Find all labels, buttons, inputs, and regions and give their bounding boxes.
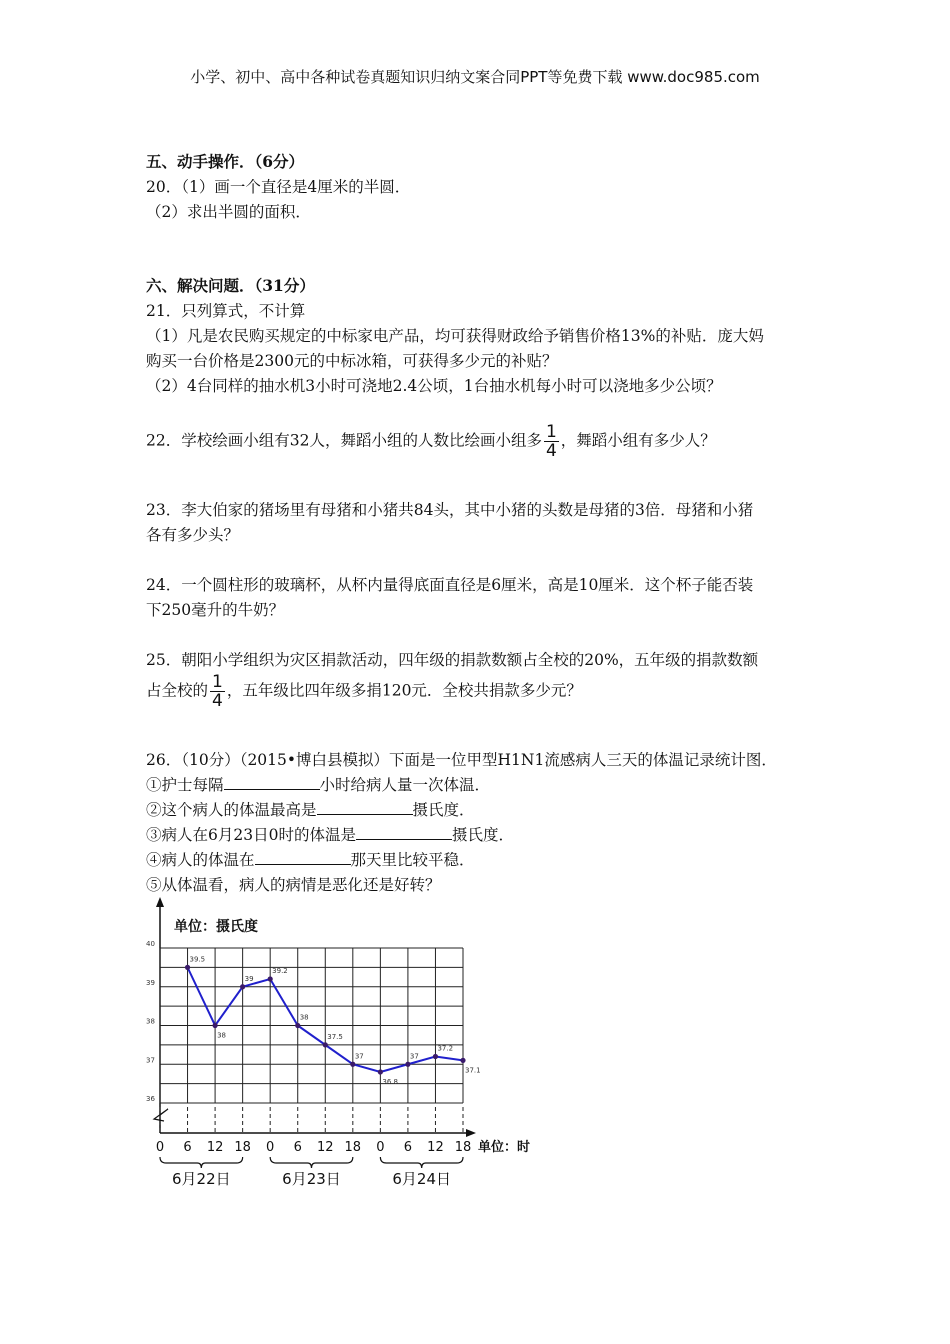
answer-blank[interactable] xyxy=(317,800,413,815)
section-6-title: 六、解决问题．（31分） xyxy=(146,276,315,295)
y-tick-label: 37 xyxy=(146,1056,155,1065)
data-label: 39 xyxy=(244,974,254,983)
y-axis-arrow xyxy=(156,897,164,907)
q24-line2: 下250毫升的牛奶？ xyxy=(146,601,285,619)
q25-line2 xyxy=(146,673,582,710)
q26-item2-a: ②这个病人的体温最高是 xyxy=(146,801,317,819)
q26-item1-a: ①护士每隔 xyxy=(146,776,224,794)
q23-line1: 23．李大伯家的猪场里有母猪和小猪共84头，其中小猪的头数是母猪的3倍．母猪和小猪 xyxy=(146,501,754,519)
q26-item4-a: ④病人的体温在 xyxy=(146,851,255,869)
q26-item2 xyxy=(146,798,475,820)
q23-line2: 各有多少头？ xyxy=(146,526,240,544)
q22-text-b: ，舞蹈小组有多少人？ xyxy=(560,431,716,450)
q26-item1 xyxy=(146,773,490,795)
q26-item3-a: ③病人在6月23日0时的体温是 xyxy=(146,826,356,844)
data-label: 38 xyxy=(299,1013,309,1022)
x-tick-label: 6 xyxy=(403,1140,413,1155)
q26-item2-b: 摄氏度． xyxy=(412,801,475,819)
day-brace xyxy=(380,1157,463,1168)
data-point xyxy=(323,1042,328,1047)
data-label: 38 xyxy=(217,1031,227,1040)
x-tick-label: 0 xyxy=(155,1140,165,1155)
day-label: 6月23日 xyxy=(282,1170,341,1188)
answer-blank[interactable] xyxy=(224,775,320,790)
temperature-line-chart xyxy=(140,893,560,1193)
q24-line1: 24．一个圆柱形的玻璃杯，从杯内量得底面直径是6厘米，高是10厘米．这个杯子能否装 xyxy=(146,576,754,594)
fraction-one-quarter xyxy=(544,423,559,460)
x-unit-label: 单位：时 xyxy=(478,1140,531,1155)
x-tick-label: 0 xyxy=(376,1140,385,1155)
q21-part2: （2）4台同样的抽水机3小时可浇地2.4公顷，1台抽水机每小时可以浇地多少公顷？ xyxy=(146,377,722,395)
data-point xyxy=(350,1062,355,1067)
q22 xyxy=(146,423,716,460)
x-tick-label: 12 xyxy=(316,1140,334,1155)
data-point xyxy=(212,1023,217,1028)
chart-unit-label: 单位：摄氏度 xyxy=(174,919,258,935)
q26-title: 26．（10分）（2015•博白县模拟）下面是一位甲型H1N1流感病人三天的体温记录统计图． xyxy=(146,751,777,769)
q25-text-a: 占全校的 xyxy=(146,681,209,700)
x-tick-label: 6 xyxy=(293,1140,302,1155)
x-tick-label: 0 xyxy=(266,1140,275,1155)
y-tick-label: 38 xyxy=(146,1017,155,1026)
data-label: 37.2 xyxy=(437,1044,454,1053)
x-tick-label: 12 xyxy=(427,1140,444,1155)
data-point xyxy=(460,1058,465,1063)
data-label: 37.5 xyxy=(327,1032,343,1041)
page-header: 小学、初中、高中各种试卷真题知识归纳文案合同PPT等免费下载 www.doc985.com xyxy=(190,68,760,86)
data-point xyxy=(185,965,190,970)
frac-den: 4 xyxy=(545,441,557,461)
data-point xyxy=(378,1069,383,1074)
q26-item4 xyxy=(146,848,475,870)
q25-line1: 25．朝阳小学组织为灾区捐款活动，四年级的捐款数额占全校的20%，五年级的捐款数额 xyxy=(146,651,759,669)
data-point xyxy=(405,1062,410,1067)
x-axis-arrow xyxy=(466,1129,476,1137)
y-tick-label: 36 xyxy=(146,1095,155,1103)
q21-part1-line1: （1）凡是农民购买规定的中标家电产品，均可获得财政给予销售价格13%的补贴．庞大妈 xyxy=(146,327,764,345)
y-tick-label: 39 xyxy=(146,978,155,987)
q22-text-a: 22．学校绘画小组有32人，舞蹈小组的人数比绘画小组多 xyxy=(146,431,542,450)
q20-part1: 20．（1）画一个直径是4厘米的半圆． xyxy=(146,178,411,196)
q26-item3 xyxy=(146,823,514,845)
day-brace xyxy=(160,1157,243,1168)
data-label: 37 xyxy=(354,1052,364,1061)
fraction-one-quarter xyxy=(210,673,225,710)
data-label: 37.1 xyxy=(465,1066,481,1075)
answer-blank[interactable] xyxy=(356,825,452,840)
q20-part2: （2）求出半圆的面积． xyxy=(146,203,311,221)
data-label: 39.5 xyxy=(189,955,206,964)
day-brace xyxy=(270,1157,353,1168)
y-tick-label: 40 xyxy=(146,940,155,948)
data-label: 36.8 xyxy=(382,1078,398,1086)
x-tick-label: 12 xyxy=(206,1140,224,1155)
axis-break-mark xyxy=(154,1109,168,1121)
data-label: 37 xyxy=(409,1052,419,1061)
x-tick-label: 18 xyxy=(344,1140,362,1155)
data-point xyxy=(240,984,245,989)
frac-num: 1 xyxy=(212,672,223,692)
data-point xyxy=(268,976,273,981)
q26-item1-b: 小时给病人量一次体温． xyxy=(319,776,491,794)
q21-part1-line2: 购买一台价格是2300元的中标冰箱，可获得多少元的补贴？ xyxy=(146,352,558,370)
section-5-title: 五、动手操作．（6分） xyxy=(146,152,305,171)
x-tick-label: 18 xyxy=(234,1140,251,1155)
frac-num: 1 xyxy=(545,422,557,442)
q26-item4-b: 那天里比较平稳． xyxy=(350,851,475,869)
x-tick-label: 18 xyxy=(454,1140,472,1155)
data-point xyxy=(433,1054,438,1059)
x-tick-label: 6 xyxy=(183,1140,192,1155)
answer-blank[interactable] xyxy=(255,850,351,865)
q25-text-b: ，五年级比四年级多捐120元．全校共捐款多少元？ xyxy=(226,681,582,700)
q21-title: 21．只列算式，不计算 xyxy=(146,302,306,320)
q26-item5: ⑤从体温看，病人的病情是恶化还是好转？ xyxy=(146,876,441,894)
day-label: 6月22日 xyxy=(171,1170,231,1188)
data-label: 39.2 xyxy=(272,967,288,975)
q26-item3-b: 摄氏度． xyxy=(451,826,514,844)
data-point xyxy=(295,1023,300,1028)
frac-den: 4 xyxy=(212,691,223,711)
day-label: 6月24日 xyxy=(392,1170,452,1188)
